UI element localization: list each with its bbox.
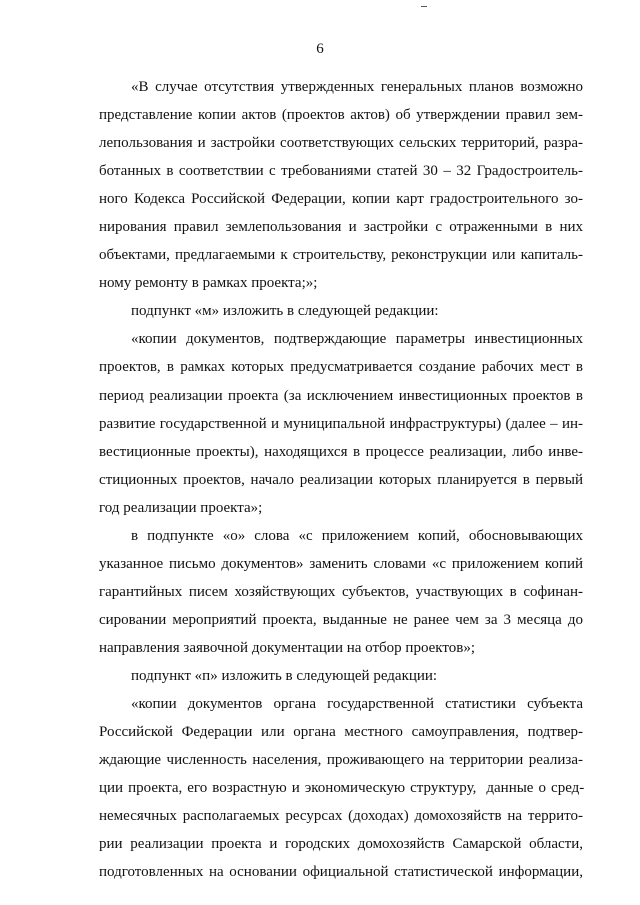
text-line: объектами, предлагаемыми к строительству, реконструкции или капиталь-: [99, 247, 583, 264]
text-line: ждающие численность населения, проживающего на территории реализа-: [99, 752, 583, 769]
text-line: «копии документов, подтверждающие параметры инвестиционных: [131, 331, 583, 348]
text-line: представление копии актов (проектов актов) об утверждении правил зем-: [99, 107, 583, 124]
text-line: ного Кодекса Российской Федерации, копии карт градостроительного зо-: [99, 191, 583, 208]
text-line: развитие государственной и муниципальной инфраструктуры) (далее – ин-: [99, 415, 583, 432]
paragraph: [99, 690, 583, 886]
text-line: гарантийных писем хозяйствующих субъектов, участвующих в софинан-: [99, 583, 583, 600]
text-line: рии реализации проекта и городских домохозяйств Самарской области,: [99, 836, 583, 853]
text-line: вестиционные проекты), находящихся в процессе реализации, либо инве-: [99, 443, 583, 460]
scan-mark: [421, 6, 427, 7]
paragraph: [99, 325, 583, 521]
text-line: проектов, в рамках которых предусматривается создание рабочих мест в: [99, 359, 583, 376]
paragraph: [99, 73, 583, 297]
page-number: 6: [316, 41, 324, 57]
text-line: в подпункте «о» слова «с приложением копий, обосновывающих: [131, 527, 583, 544]
document-body: [99, 73, 583, 886]
text-line: «копии документов органа государственной статистики субъекта: [131, 696, 583, 713]
text-line: ботанных в соответствии с требованиями статей 30 – 32 Градостроитель-: [99, 163, 583, 180]
text-line: ному ремонту в рамках проекта;»;: [99, 275, 318, 292]
text-line: сировании мероприятий проекта, выданные не ранее чем за 3 месяца до: [99, 611, 583, 628]
paragraph: [99, 522, 583, 662]
text-line: подпункт «м» изложить в следующей редакции:: [131, 303, 439, 320]
text-line: лепользования и застройки соответствующих сельских территорий, разра-: [99, 135, 583, 152]
text-line: Российской Федерации или органа местного самоуправления, подтвер-: [99, 724, 583, 741]
paragraph: [99, 662, 583, 690]
text-line: указанное письмо документов» заменить словами «с приложением копий: [99, 555, 583, 572]
paragraph: [99, 297, 583, 325]
text-line: подготовленных на основании официальной статистической информации,: [99, 864, 583, 881]
text-line: период реализации проекта (за исключением инвестиционных проектов в: [99, 387, 583, 404]
text-line: направления заявочной документации на отбор проектов»;: [99, 639, 475, 656]
text-line: ции проекта, его возрастную и экономическую структуру, данные о сред-: [99, 780, 585, 797]
text-line: немесячных располагаемых ресурсах (доходах) домохозяйств на террито-: [99, 808, 583, 825]
text-line: стиционных проектов, начало реализации которых планируется в первый: [99, 471, 583, 488]
text-line: подпункт «п» изложить в следующей редакции:: [131, 667, 438, 684]
text-line: нирования правил землепользования и застройки с отраженными в них: [99, 219, 583, 236]
text-line: год реализации проекта»;: [99, 499, 263, 516]
text-line: «В случае отсутствия утвержденных генеральных планов возможно: [131, 79, 583, 95]
